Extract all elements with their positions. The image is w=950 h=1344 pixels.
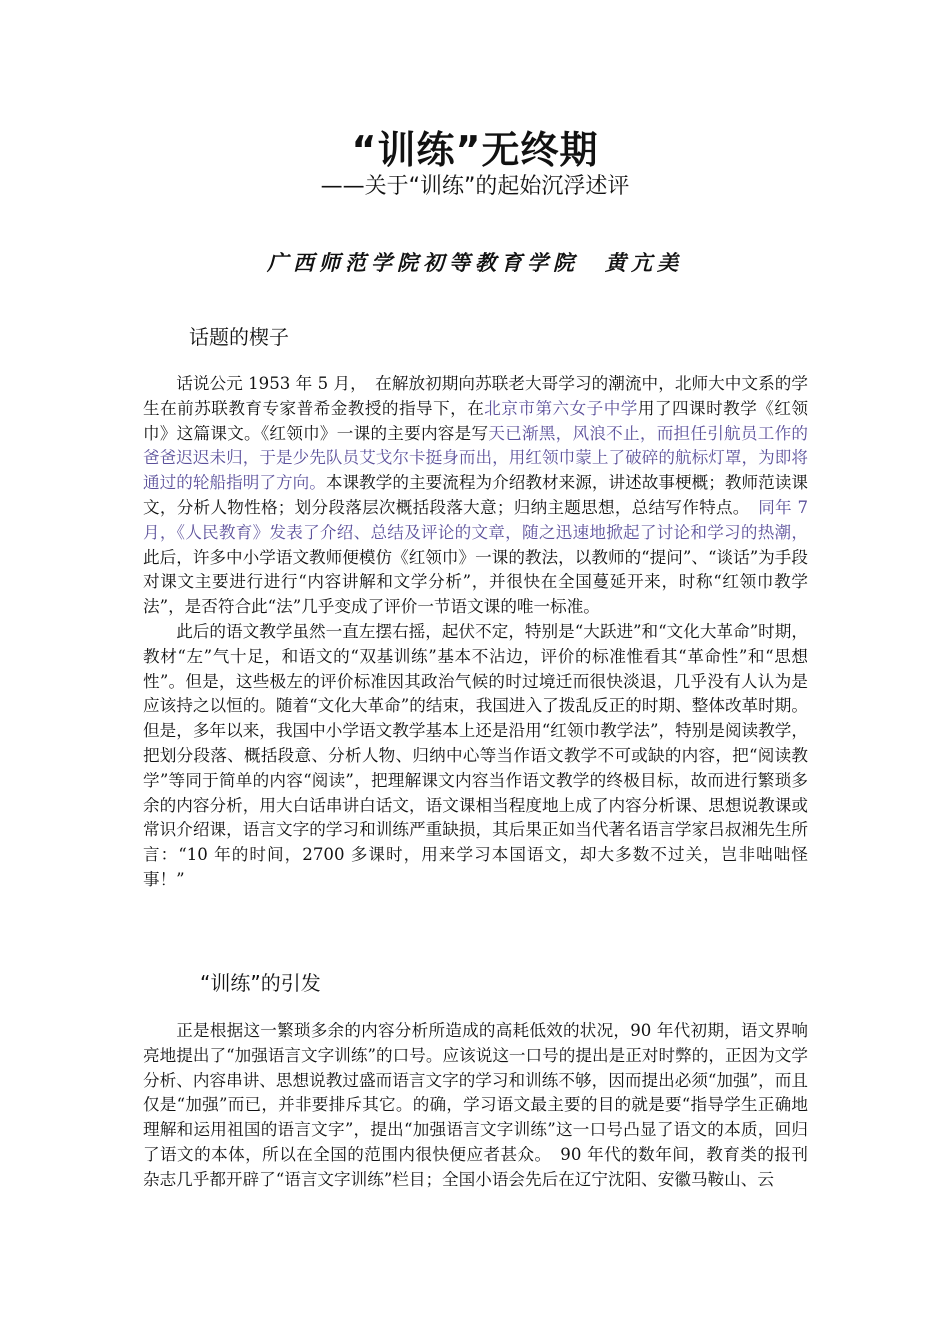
- section-body: [143, 1019, 808, 1193]
- document-subtitle: ——关于“训练”的起始沉浮述评: [320, 174, 630, 199]
- highlighted-text: 天已渐黑，风浪不止，而担任引航员工作的爸爸迟迟未归，于是少先队员艾戈尔卡挺身而出，用红领巾蒙上了破碎的航标灯罩，为即将通过的轮船指明了方向。: [143, 423, 808, 493]
- paragraph-text: 话说公元 1953 年 5 月， 在解放初期向苏联老大哥学习的潮流中，北师大中文系的学生在前苏联教育专家普希金教授的指导下，在: [143, 374, 808, 418]
- highlighted-text: 北京市第六女子中学: [484, 398, 638, 418]
- paragraph: [143, 620, 808, 893]
- author-line: [0, 248, 950, 278]
- section-body: [143, 372, 808, 893]
- paragraph-text: 用了四课时教学《红领巾》这篇课文。《红领巾》一课的主要内容是写: [143, 398, 809, 443]
- paragraph: [143, 372, 808, 620]
- author-affiliation: 广西师范学院初等教育学院: [267, 250, 579, 275]
- highlighted-text: 同年 7 月，《人民教育》发表了介绍、总结及评论的文章，随之迅速地掀起了讨论和学习的热潮，: [143, 497, 808, 542]
- section-heading: 话题的楔子: [189, 325, 289, 349]
- author-name: 黄亢美: [605, 250, 683, 275]
- paragraph-text: 此后的语文教学虽然一直左摆右摇，起伏不定，特别是“大跃进”和“文化大革命”时期，教材“左”气十足，和语文的“双基训练”基本不沾边，评价的标准惟看其“革命性”和“思想性”。但是，这些极左的评价标准因其政治气候的时过境迁而很快淡退，几乎没有人认为是应该持之以恒的。随着“文化大革命”的结束，我国进入了拨乱反正的时期、整体改革时期。但是，多年以来，我国中小学语文教学基本上还是沿用“红领巾教学法”，特别是阅读教学，把划分段落、概括段意、分析人物、归纳中心等当作语文教学不可或缺的内容，把“阅读教学”等同于简单的内容“阅读”，把理解课文内容当作语文教学的终极目标，故而进行繁琐多余的内容分析，用大白话串讲白话文，语文课相当程度地上成了内容分析课、思想说教课或常识介绍课，语言文字的学习和训练严重缺损，其后果正如当代著名语言学家吕叔湘先生所言：“10 年的时间，2700 多课时，用来学习本国语文，却大多数不过关，岂非咄咄怪事！”: [143, 621, 808, 889]
- document-title: “训练”无终期: [351, 128, 599, 172]
- paragraph-text: 正是根据这一繁琐多余的内容分析所造成的高耗低效的状况，90 年代初期，语文界响亮地提出了“加强语言文字训练”的口号。应该说这一口号的提出是正对时弊的，正因为文学分析、内容串讲、思想说教过盛而语言文字的学习和训练不够，因而提出必须“加强”，而且仅是“加强”而已，并非要排斥其它。的确，学习语文最主要的目的就是要“指导学生正确地理解和运用祖国的语言文字”，提出“加强语言文字训练”这一口号凸显了语文的本质，回归了语文的本体，所以在全国的范围内很快便应者甚众。 90 年代的数年间，教育类的报刊杂志几乎都开辟了“语言文字训练”栏目；全国小语会先后在辽宁沈阳、安徽马鞍山、云: [143, 1021, 808, 1189]
- section-heading: “训练”的引发: [200, 971, 321, 995]
- paragraph-text: 本课教学的主要流程为介绍教材来源，讲述故事梗概；教师范读课文，分析人物性格；划分段落层次概括段落大意；归纳主题思想，总结写作特点。: [143, 473, 809, 517]
- paragraph-text: 此后，许多中小学语文教师便模仿《红领巾》一课的教法，以教师的“提问”、“谈话”为手段对课文主要进行进行“内容讲解和文学分析”，并很快在全国蔓延开来，时称“红领巾教学法”，是否符合此“法”几乎变成了评价一节语文课的唯一标准。: [143, 547, 808, 617]
- paragraph: [143, 1019, 808, 1193]
